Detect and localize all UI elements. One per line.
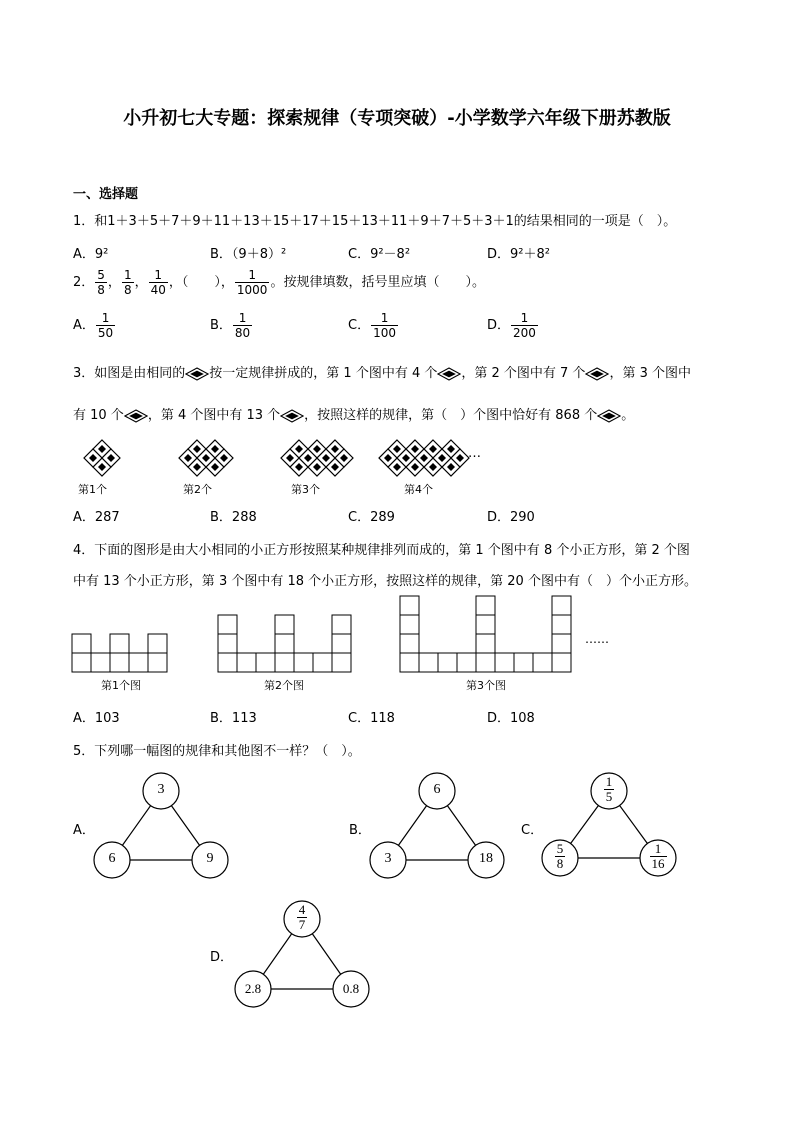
q3-ellipsis: … [468, 446, 481, 461]
d-left-number: 2.8 [244, 981, 262, 996]
q4-option-d[interactable]: D．108 [487, 711, 535, 726]
d-top-fraction: $\frac{4}{7}$ [298, 902, 306, 932]
fraction: $\frac{1}{1000}$ [236, 268, 268, 297]
page-title: 小升初七大专题：探索规律（专项突破）-小学数学六年级下册苏教版 [123, 108, 671, 129]
q1-option-a[interactable]: A．9² [73, 247, 109, 262]
a-left-number: 6 [108, 851, 116, 866]
q1-option-b[interactable]: B．（9＋8）² [210, 247, 287, 262]
a-top-number: 3 [157, 782, 165, 797]
q4-option-c[interactable]: C．118 [348, 711, 395, 726]
question-5-text: 5．下列哪一幅图的规律和其他图不一样？（ ）。 [73, 744, 361, 759]
q4-fig3-label: 第3个图 [466, 679, 506, 692]
b-left-number: 3 [384, 851, 392, 866]
q3-option-b[interactable]: B．288 [210, 510, 257, 525]
question-2-text: 2． $\frac{5}{8}$ ， $\frac{1}{8}$ ， $\frac{1}{40}$ ，（ ）， $\frac{1}{1000}$ 。按规律填数，括号里应填（ ）。 [73, 268, 485, 297]
question-4-line-1: 4．下面的图形是由大小相同的小正方形按照某种规律排列而成的，第 1 个图中有 8 个小正方形，第 2 个图 [73, 543, 690, 558]
q5-option-a[interactable]: A． [73, 823, 95, 838]
c-left-fraction: $\frac{5}{8}$ [556, 841, 564, 871]
question-3-line-1: 3．如图是由相同的 按一定规律拼成的，第 1 个图中有 4 个 ，第 2 个图中有 7 个 ，第 3 个图中 [73, 366, 691, 381]
q3-fig2-label: 第2个 [183, 483, 212, 496]
c-right-fraction: $\frac{1}{16}$ [651, 841, 665, 871]
q3-option-a[interactable]: A．287 [73, 510, 120, 525]
q4-fig2-label: 第2个图 [264, 679, 304, 692]
a-right-number: 9 [206, 851, 214, 866]
q3-fig4-label: 第4个 [404, 483, 433, 496]
q1-option-c[interactable]: C．9²－8² [348, 247, 411, 262]
question-1-text: 1．和1＋3＋5＋7＋9＋11＋13＋15＋17＋15＋13＋11＋9＋7＋5＋3＋1的结果相同的一项是（ ）。 [73, 214, 677, 229]
q2-option-b[interactable]: B． $\frac{1}{80}$ [210, 311, 251, 340]
q2-option-a[interactable]: A． $\frac{1}{50}$ [73, 311, 114, 340]
fraction: $\frac{1}{40}$ [150, 268, 166, 297]
question-3-line-2: 有 10 个 ，第 4 个图中有 13 个 ，按照这样的规律，第（ ）个图中恰好有 868 个 。 [73, 408, 635, 423]
c-top-fraction: $\frac{1}{5}$ [605, 774, 613, 804]
q2-option-d[interactable]: D． $\frac{1}{200}$ [487, 311, 536, 340]
section-heading: 一、选择题 [73, 187, 139, 202]
q5-option-b[interactable]: B． [349, 823, 371, 838]
q5-option-d[interactable]: D． [210, 950, 234, 965]
q4-fig1-label: 第1个图 [101, 679, 141, 692]
q3-option-d[interactable]: D．290 [487, 510, 535, 525]
q2-option-c[interactable]: C． $\frac{1}{100}$ [348, 311, 396, 340]
q3-option-c[interactable]: C．289 [348, 510, 395, 525]
question-4-line-2: 中有 13 个小正方形，第 3 个图中有 18 个小正方形，按照这样的规律，第 20 个图中有（ ）个小正方形。 [73, 574, 697, 589]
q1-option-d[interactable]: D．9²＋8² [487, 247, 550, 262]
q4-ellipsis: …… [585, 632, 609, 646]
b-top-number: 6 [433, 782, 441, 797]
fraction: $\frac{1}{8}$ [123, 268, 132, 297]
fraction: $\frac{5}{8}$ [97, 268, 105, 297]
b-right-number: 18 [479, 851, 493, 866]
q3-fig1-label: 第1个 [78, 483, 107, 496]
q4-option-b[interactable]: B．113 [210, 711, 257, 726]
d-right-number: 0.8 [342, 981, 360, 996]
q5-option-c[interactable]: C． [521, 823, 544, 838]
q4-option-a[interactable]: A．103 [73, 711, 120, 726]
q3-fig3-label: 第3个 [291, 483, 320, 496]
